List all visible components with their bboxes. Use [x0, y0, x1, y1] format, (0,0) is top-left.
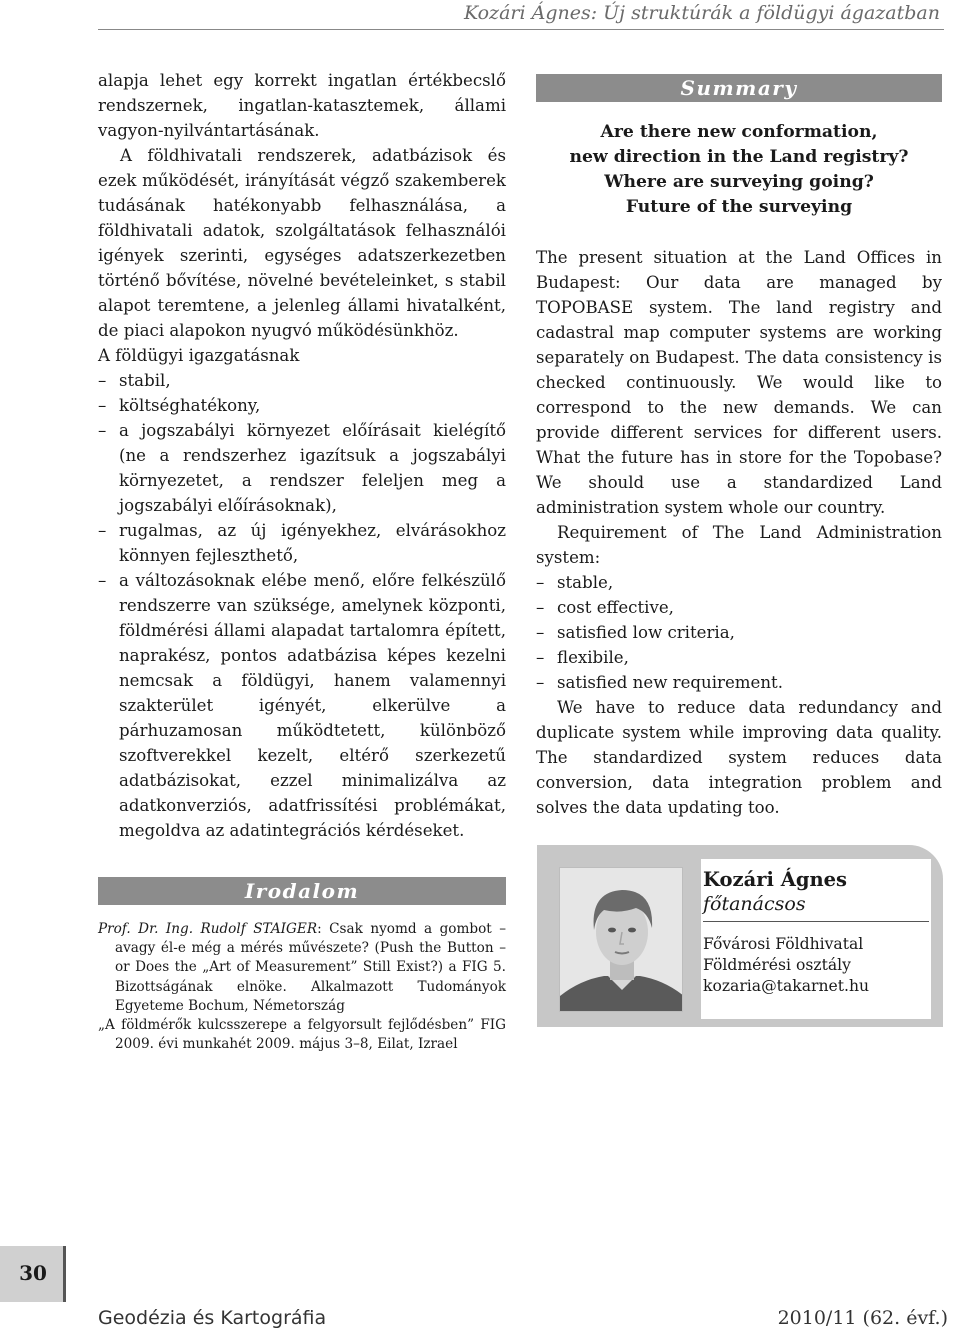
author-title: főtanácsos: [703, 892, 929, 922]
author-details: [703, 934, 931, 997]
bibliography-text: : Csak nyomd a gombot – avagy él-e még a mérés művészete? (Push the Button – or Does the „Art of Measurement” Still Exist?) a FIG 5. Bizottságának elnöke. Alkalmazott Tudományok Egyeteme Bochum, Németország: [115, 921, 506, 1014]
bibliography-list: [98, 920, 506, 1054]
author-box: [537, 845, 943, 1027]
paragraph: A földügyi igazgatásnak: [98, 346, 300, 365]
list-item: – cost effective,: [536, 595, 942, 620]
author-name: Kozári Ágnes: [703, 868, 848, 891]
list-item: – flexibile,: [536, 645, 942, 670]
journal-issue: 2010/11 (62. évf.): [777, 1307, 948, 1329]
list-item: – a változásoknak elébe menő, előre felkészülő rendszerre van szüksége, amelynek központi, földmérési állami alapadat tartalomra épített, naprakész, pontos adatbázisa képes kezelni nemcsak a földügyi, hanem valamennyi szakterület igényét, elkerülve a párhuzamosan működtetett, különböző szoftverekkel kezelt, eltérő szerkezetű adatbázisokat, ezzel minimalizálva az adatkonverziós, adatfrissítési problémákat, megoldva az adatintegrációs kérdéseket.: [98, 568, 506, 843]
bibliography-text: „A földmérők kulcsszerepe a felgyorsult fejlődésben” FIG 2009. évi munkahét 2009. május 3–8, Eilat, Izrael: [98, 1017, 506, 1053]
paragraph: Requirement of The Land Administration system:: [536, 523, 942, 567]
list-item: – a jogszabályi környezet előírásait kielégítő (ne a rendszerhez igazítsuk a jogszabályi környezetet, a rendszer feleljen meg a jogszabályi előírásoknak),: [98, 418, 506, 518]
paragraph: A földhivatali rendszerek, adatbázisok és ezek működését, irányítását végző szakemberek tudásának hatékonyabb felhasználása, a földhivatali adatok, szolgáltatások felhasználói igények szerinti, egységes adatszerkezetben történő bővítése, növelné bevételeinket, s stabil alapot teremtene, a jelenleg állami hivatalként, de piaci alapokon nyugvó működésünkhöz.: [98, 146, 506, 340]
left-column: [98, 68, 506, 843]
summary-title-line: Are there new conformation,: [600, 122, 878, 142]
author-photo: [559, 867, 683, 1012]
bibliography-entry: [98, 1016, 506, 1054]
page-number: 30: [19, 1261, 47, 1285]
list-item: – rugalmas, az új igényekhez, elvárásokhoz könnyen fejleszthető,: [98, 518, 506, 568]
summary-title-line: Future of the surveying: [625, 197, 853, 217]
list-item: – stabil,: [98, 368, 506, 393]
author-organization: Fővárosi Földhivatal: [703, 935, 864, 953]
bibliography-entry: [98, 920, 506, 1016]
list-item: – satisfied new requirement.: [536, 670, 942, 695]
author-department: Földmérési osztály: [703, 956, 851, 974]
list-item: – satisfied low criteria,: [536, 620, 942, 645]
author-email: kozaria@takarnet.hu: [703, 977, 870, 995]
summary-title-line: Where are surveying going?: [604, 172, 874, 192]
running-head: Kozári Ágnes: Új struktúrák a földügyi ágazatban: [98, 2, 944, 30]
paragraph: We have to reduce data redundancy and duplicate system while improving data quality. The standardized system reduces data conversion, data integration problem and solves the data updating too.: [536, 698, 942, 817]
bibliography-heading: Irodalom: [98, 877, 506, 905]
right-column: [536, 74, 942, 820]
summary-heading: Summary: [536, 74, 942, 102]
paragraph: alapja lehet egy korrekt ingatlan értékbecslő rendszernek, ingatlan-katasztemek, állami vagyon-nyilvántartásának.: [98, 71, 506, 140]
journal-name: Geodézia és Kartográfia: [98, 1307, 327, 1329]
author-card: [701, 859, 931, 1019]
bibliography-authors: Prof. Dr. Ing. Rudolf STAIGER: [98, 921, 318, 937]
paragraph: The present situation at the Land Offices in Budapest: Our data are managed by TOPOBASE system. The land registry and cadastral map computer systems are working separately on Budapest. The data consistency is checked continuously. We would like to correspond to the new demands. We can provide different services for different users. What the future has in store for the Topobase? We should use a standardized Land administration system whole our country.: [536, 248, 942, 517]
requirements-list-en: [536, 570, 942, 695]
summary-title-line: new direction in the Land registry?: [569, 147, 909, 167]
list-item: – költséghatékony,: [98, 393, 506, 418]
list-item: – stable,: [536, 570, 942, 595]
bibliography: [98, 877, 506, 1054]
portrait-image: [560, 868, 683, 1012]
summary-title: [536, 120, 942, 220]
requirements-list-hu: [98, 368, 506, 843]
